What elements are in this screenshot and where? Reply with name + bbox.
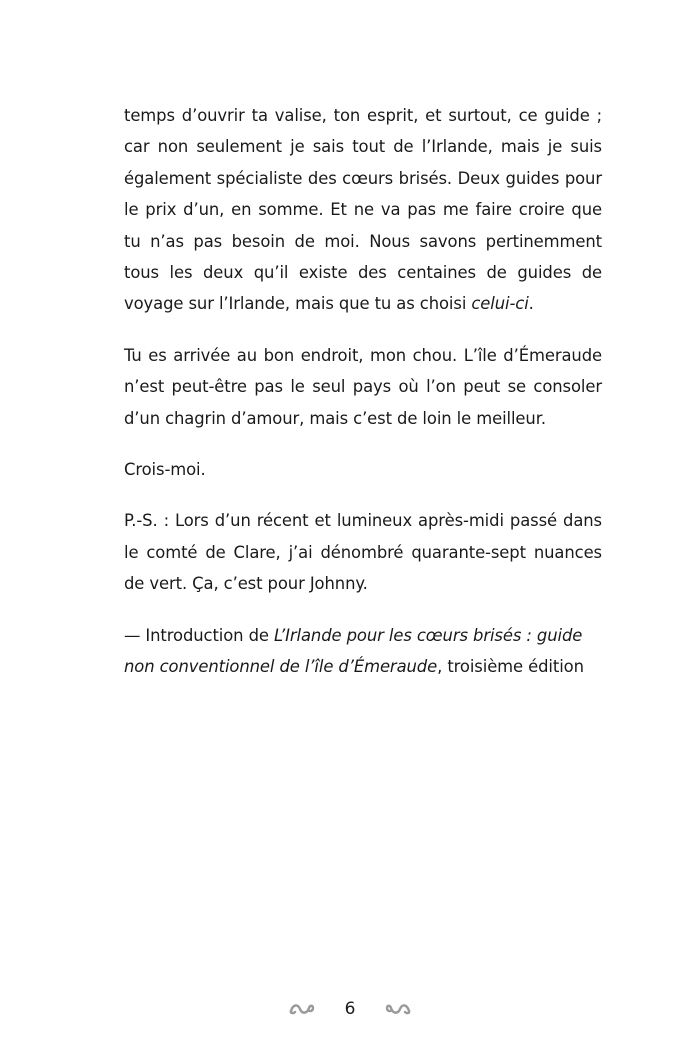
- paragraph-4: P.-S. : Lors d’un récent et lumineux après-midi passé dans le comté de Clare, j’ai dénombré quarante-sept nuances de vert. Ça, c’est pour Johnny.: [124, 511, 602, 594]
- attribution: [124, 620, 602, 683]
- swirl-ornament-icon: [289, 1002, 315, 1016]
- page-number: 6: [344, 999, 356, 1019]
- attribution-book-title: L’Irlande pour les cœurs brisés : guide non conventionnel de l’île d’Émeraude: [124, 625, 583, 677]
- paragraph-3: Crois-moi.: [124, 460, 206, 480]
- swirl-ornament-icon: [385, 1002, 411, 1016]
- attribution-suffix: , troisième édition: [437, 657, 584, 677]
- attribution-prefix: — Introduction de: [124, 625, 274, 645]
- paragraph-1-italic: celui-ci: [471, 294, 529, 314]
- paragraph-1-text: temps d’ouvrir ta valise, ton esprit, et surtout, ce guide ; car non seulement je sais tout de l’Irlande, mais je suis également spécialiste des cœurs brisés. Deux guides pour le prix d’un, en somme. Et ne va pas me faire croire que tu n’as pas besoin de moi. Nous savons pertinemment tous les deux qu’il existe des centaines de guides de voyage sur l’Irlande, mais que tu as choisi: [124, 106, 602, 314]
- page-footer: [0, 994, 700, 1024]
- paragraph-1: [124, 100, 602, 320]
- paragraph-2: Tu es arrivée au bon endroit, mon chou. L’île d’Émeraude n’est peut-être pas le seul pays où l’on peut se consoler d’un chagrin d’amour, mais c’est de loin le meilleur.: [124, 345, 602, 428]
- paragraph-1-end: .: [528, 294, 534, 314]
- page-body: [124, 100, 602, 703]
